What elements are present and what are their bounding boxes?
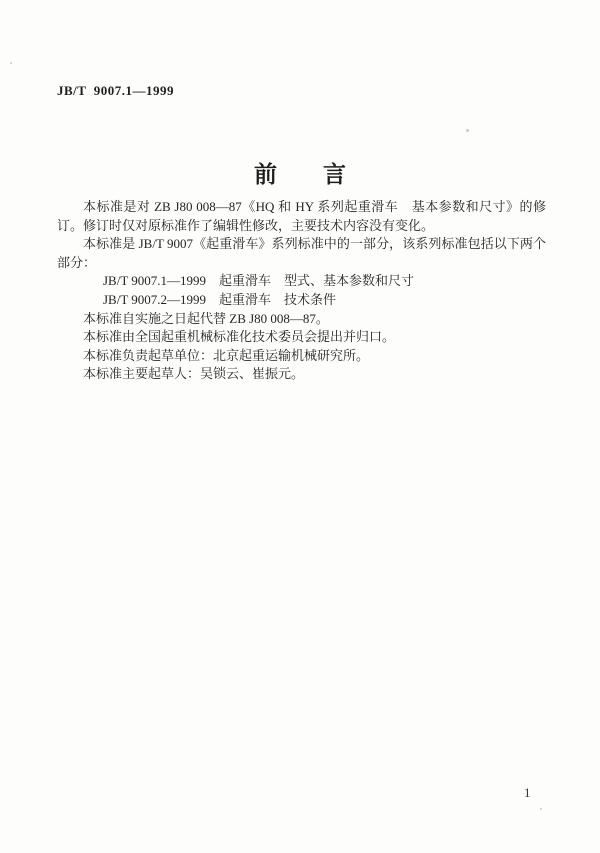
scan-speck xyxy=(540,808,542,810)
standard-number-header: JB/T 9007.1—1999 xyxy=(57,83,174,98)
scan-speck xyxy=(466,129,469,132)
page-number: 1 xyxy=(524,785,531,800)
paragraph-drafters: 本标准主要起草人：吴锁云、崔振元。 xyxy=(83,366,305,382)
list-item-part-1: JB/T 9007.1—1999 起重滑车 型式、基本参数和尺寸 xyxy=(103,273,415,289)
foreword-body xyxy=(57,198,546,384)
paragraph-committee: 本标准由全国起重机械标准化技术委员会提出并归口。 xyxy=(83,329,396,345)
page-title: 前 言 xyxy=(254,162,346,187)
paragraph-drafting-unit: 本标准负责起草单位：北京起重运输机械研究所。 xyxy=(83,347,370,363)
paragraph-replacement: 本标准自实施之日起代替 ZB J80 008—87。 xyxy=(83,310,329,326)
scan-speck xyxy=(10,62,12,64)
list-item-part-2: JB/T 9007.2—1999 起重滑车 技术条件 xyxy=(103,291,337,307)
paragraph-series-intro: 本标准是 JB/T 9007《起重滑车》系列标准中的一部分，该系列标准包括以下两个部分： xyxy=(57,236,546,270)
paragraph-revision-note: 本标准是对 ZB J80 008—87《HQ 和 HY 系列起重滑车 基本参数和尺寸》的修订。修订时仅对原标准作了编辑性修改，主要技术内容没有变化。 xyxy=(57,199,546,233)
